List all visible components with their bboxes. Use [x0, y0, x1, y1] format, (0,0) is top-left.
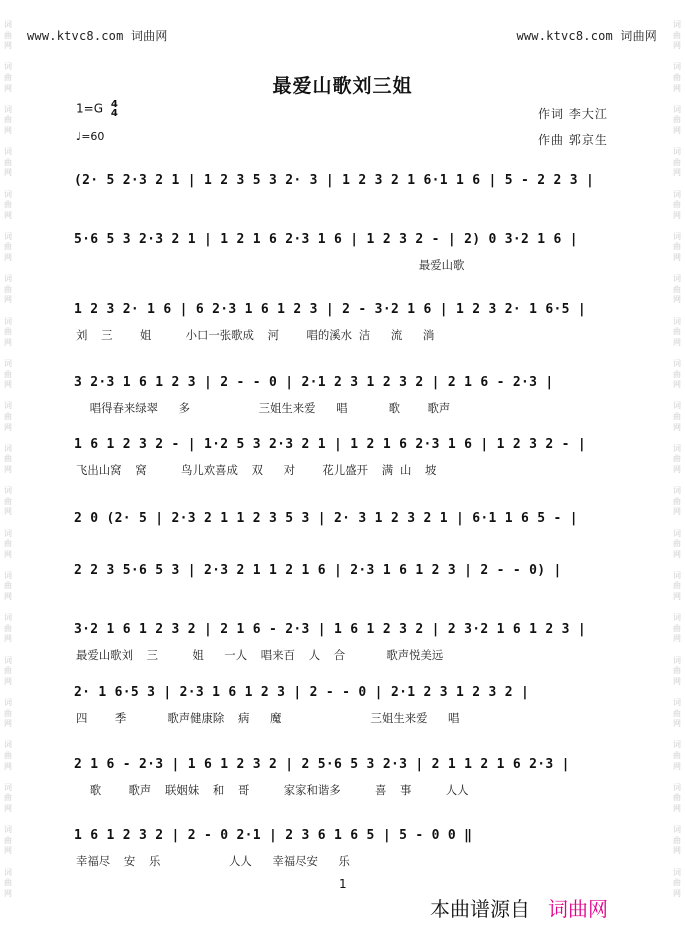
time-top: 4 — [110, 99, 118, 110]
time-bottom: 4 — [110, 108, 118, 119]
notes-line: 2 2 3 5·6 5 3 | 2·3 2 1 1 2 1 6 | 2·3 1 6 1 2 3 | 2 - - 0) | — [74, 563, 562, 578]
key-signature — [76, 100, 118, 118]
lyrics-line: 刘 三 姐 小口一张歌成 河 唱的溪水 洁 流 淌 — [76, 328, 435, 342]
composer-credit: 作曲 郭京生 — [538, 133, 608, 147]
watermark-right: 词 曲 网 词 曲 网 词 曲 网 词 曲 网 词 曲 网 词 曲 网 词 曲 网 词 曲 网 词 曲 网 词 曲 网 词 曲 网 词 曲 网 词 曲 网 词 曲 网 词 曲 网 词 曲 网 词 曲 网 词 曲 网 词 曲 网 词 曲 网 词 曲 网 — [673, 20, 681, 898]
watermark-left: 词 曲 网 词 曲 网 词 曲 网 词 曲 网 词 曲 网 词 曲 网 词 曲 网 词 曲 网 词 曲 网 词 曲 网 词 曲 网 词 曲 网 词 曲 网 词 曲 网 词 曲 网 词 曲 网 词 曲 网 词 曲 网 词 曲 网 词 曲 网 词 曲 网 — [4, 20, 12, 898]
notes-line: 2 1 6 - 2·3 | 1 6 1 2 3 2 | 2 5·6 5 3 2·3 | 2 1 1 2 1 6 2·3 | — [74, 757, 570, 772]
lyrics-line: 四 季 歌声健康除 病 魔 三姐生来爱 唱 — [76, 711, 460, 725]
notes-line: 1 2 3 2· 1 6 | 6 2·3 1 6 1 2 3 | 2 - 3·2 1 6 | 1 2 3 2· 1 6·5 | — [74, 302, 586, 317]
song-title: 最爱山歌刘三姐 — [272, 75, 413, 97]
notes-line: 1 6 1 2 3 2 - | 1·2 5 3 2·3 2 1 | 1 2 1 6 2·3 1 6 | 1 2 3 2 - | — [74, 437, 586, 452]
time-signature — [111, 100, 118, 118]
lyrics-line: 最爱山歌 — [76, 258, 465, 272]
notes-line: 2 0 (2· 5 | 2·3 2 1 1 2 3 5 3 | 2· 3 1 2 3 2 1 | 6·1 1 6 5 - | — [74, 511, 578, 526]
notes-line: (2· 5 2·3 2 1 | 1 2 3 5 3 2· 3 | 1 2 3 2 1 6·1 1 6 | 5 - 2 2 3 | — [74, 173, 595, 188]
page-number: 1 — [339, 877, 347, 891]
notes-line: 2· 1 6·5 3 | 2·3 1 6 1 2 3 | 2 - - 0 | 2·1 2 3 1 2 3 2 | — [74, 685, 530, 700]
lyricist-credit: 作词 李大江 — [538, 107, 608, 121]
tempo-marking: ♩=60 — [76, 130, 105, 143]
site-url-right: www.ktvc8.com 词曲网 — [516, 29, 657, 43]
notes-line: 1 6 1 2 3 2 | 2 - 0 2·1 | 2 3 6 1 6 5 | 5 - 0 0 ‖ — [74, 828, 473, 843]
source-label: 本曲谱源自 — [430, 897, 530, 921]
lyrics-line: 飞出山窝 窝 鸟儿欢喜成 双 对 花儿盛开 满 山 坡 — [76, 463, 437, 477]
notes-line: 5·6 5 3 2·3 2 1 | 1 2 1 6 2·3 1 6 | 1 2 3 2 - | 2) 0 3·2 1 6 | — [74, 232, 578, 247]
source-credit — [430, 893, 608, 922]
lyrics-line: 歌 歌声 联姻妹 和 哥 家家和谐多 喜 事 人人 — [76, 783, 469, 797]
lyrics-line: 唱得春来绿翠 多 三姐生来爱 唱 歌 歌声 — [76, 401, 451, 415]
site-url-left: www.ktvc8.com 词曲网 — [27, 29, 168, 43]
key-label: 1=G — [76, 101, 103, 116]
lyrics-line: 最爱山歌刘 三 姐 一人 唱来百 人 合 歌声悦美远 — [76, 648, 444, 662]
lyrics-line: 幸福尽 安 乐 人人 幸福尽安 乐 — [76, 854, 350, 868]
notes-line: 3 2·3 1 6 1 2 3 | 2 - - 0 | 2·1 2 3 1 2 3 2 | 2 1 6 - 2·3 | — [74, 375, 554, 390]
source-brand: 词曲网 — [548, 897, 608, 921]
notes-line: 3·2 1 6 1 2 3 2 | 2 1 6 - 2·3 | 1 6 1 2 3 2 | 2 3·2 1 6 1 2 3 | — [74, 622, 586, 637]
